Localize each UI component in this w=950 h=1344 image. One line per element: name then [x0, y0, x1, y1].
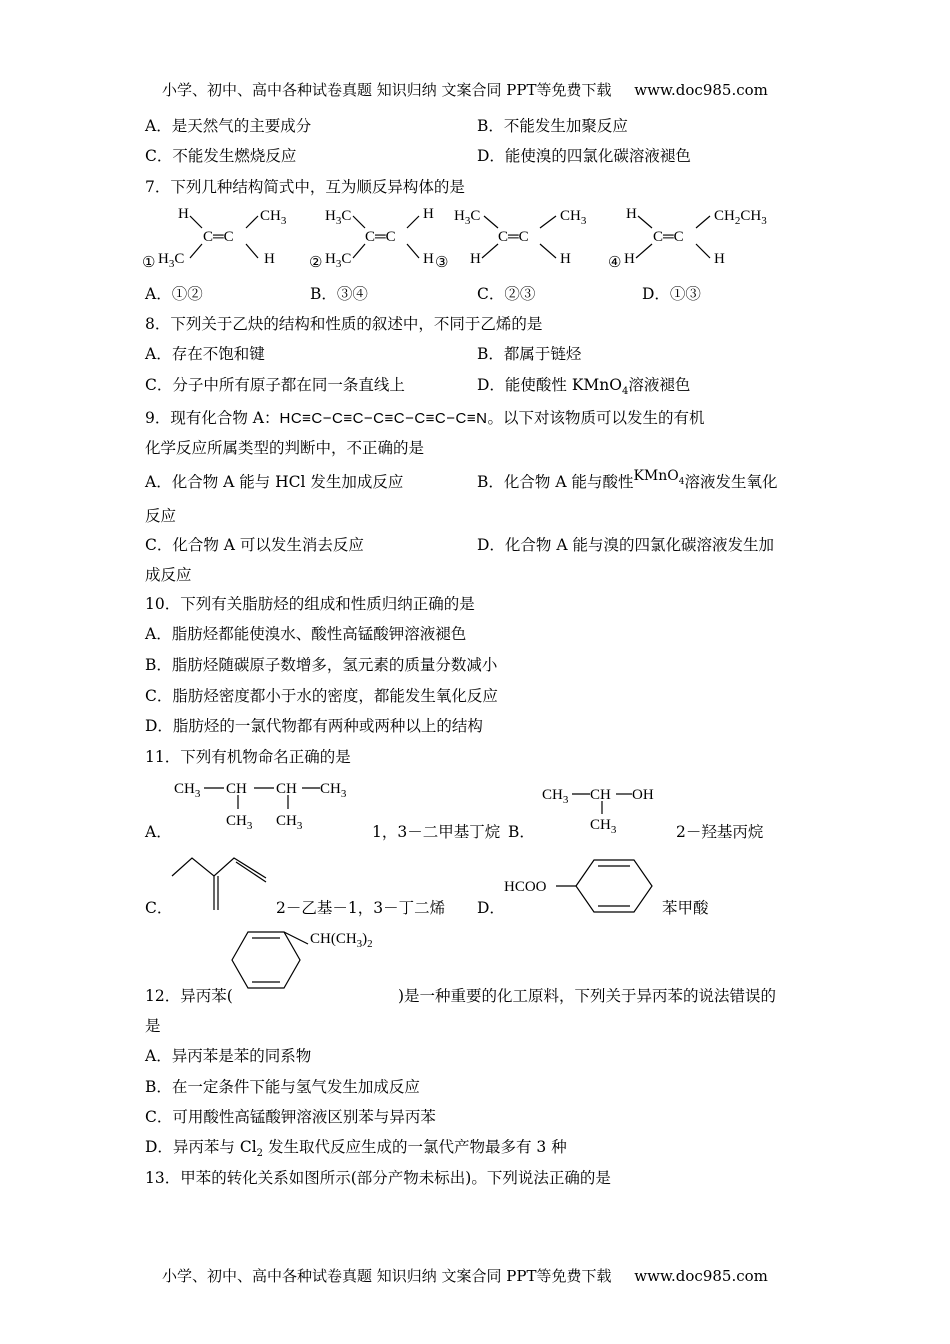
- q9-stem-line1: [145, 408, 704, 429]
- mol2-cc: C═C: [365, 229, 396, 245]
- q11a-ch3-3: CH: [276, 813, 297, 829]
- mol3-cc: C═C: [498, 229, 529, 245]
- q12-stem-post: )是一种重要的化工原料，下列关于异丙苯的说法错误的: [398, 987, 777, 1005]
- q11a-sub-3: 3: [296, 820, 303, 832]
- mol1-bl-tail: C: [174, 251, 185, 267]
- q6-option-a: A．是天然气的主要成分: [145, 117, 312, 135]
- q9-formula: HC≡C−C≡C−C≡C−C≡C−C≡N: [279, 410, 488, 427]
- q11a-sub-4: 3: [340, 788, 347, 800]
- mol1-tr-sub: 3: [280, 215, 287, 227]
- q9-stem-line2: 化学反应所属类型的判断中，不正确的是: [145, 439, 425, 457]
- q8-option-d: [477, 375, 690, 402]
- q12-d-pre: D．异丙苯与 Cl: [145, 1138, 257, 1156]
- q6-option-d: D．能使溴的四氯化碳溶液褪色: [477, 147, 691, 165]
- q8-d-post: 溶液褪色: [628, 376, 691, 394]
- mol2-bl-tail: C: [341, 251, 352, 267]
- q7-molecule-2: [307, 200, 467, 275]
- q11a-ch3-1: CH: [174, 781, 195, 797]
- mol3-tr-sub: 3: [580, 215, 587, 227]
- mol2-num: ②: [309, 255, 323, 271]
- svg-text:CH3: [276, 813, 303, 832]
- q12-option-b: B．在一定条件下能与氢气发生加成反应: [145, 1078, 420, 1096]
- q11-option-a-label: A．: [145, 823, 172, 841]
- mol4-num: ④: [608, 255, 622, 271]
- q12-sub-2: 2: [367, 938, 373, 950]
- q11b-oh: OH: [632, 787, 654, 803]
- mol3-bl: H: [470, 251, 481, 267]
- page-footer: [162, 1265, 768, 1286]
- mol1-num: ①: [142, 255, 156, 271]
- q12-sub-pre: CH(CH: [310, 931, 357, 947]
- q11a-ch3-4: CH: [320, 781, 341, 797]
- q11b-ch3-1: CH: [542, 787, 563, 803]
- mol4-tr-tail: CH: [740, 208, 762, 224]
- svg-text:CH(CH3)2: [310, 931, 373, 950]
- mol2-tl: H: [325, 208, 336, 224]
- svg-text:CH3: [260, 208, 287, 227]
- mol4-tr: CH: [714, 208, 735, 224]
- mol1-tr: CH: [260, 208, 281, 224]
- mol3-tl-tail: C: [470, 208, 481, 224]
- svg-text:H3C: [325, 251, 351, 270]
- q11b-sub-1: 3: [562, 794, 569, 806]
- svg-text:CH3: [542, 787, 569, 806]
- mol3-br: H: [560, 251, 571, 267]
- q11-option-c-name: 2－乙基－1，3－丁二烯: [276, 899, 446, 917]
- header-text: 小学、初中、高中各种试卷真题 知识归纳 文案合同 PPT等免费下载: [162, 81, 612, 99]
- mol2-tr: H: [423, 206, 434, 222]
- mol4-cc: C═C: [653, 229, 684, 245]
- q12-option-c: C．可用酸性高锰酸钾溶液区别苯与异丙苯: [145, 1108, 436, 1126]
- q12-d-sub: 2: [256, 1148, 264, 1160]
- mol2-bl: H: [325, 251, 336, 267]
- mol1-tl: H: [178, 206, 189, 222]
- mol2-tl-sub: 3: [335, 215, 342, 227]
- q11-option-b-name: 2－羟基丙烷: [676, 823, 764, 841]
- mol1-cc: C═C: [203, 229, 234, 245]
- q12-option-d: [145, 1137, 567, 1164]
- mol4-tl: H: [626, 206, 637, 222]
- q12-sub-3: 3: [356, 938, 363, 950]
- q11d-hcoo: HCOO: [504, 879, 547, 895]
- q8-option-c: C．分子中所有原子都在同一条直线上: [145, 376, 405, 394]
- q10-option-b: B．脂肪烃随碳原子数增多，氢元素的质量分数减小: [145, 656, 498, 674]
- q8-option-b: B．都属于链烃: [477, 345, 582, 363]
- mol1-br: H: [264, 251, 275, 267]
- q11a-sub-1: 3: [194, 788, 201, 800]
- mol4-bl: H: [624, 251, 635, 267]
- mol2-br: H: [423, 251, 434, 267]
- q7-option-a: A．①②: [145, 285, 203, 303]
- q8-stem: 8．下列关于乙炔的结构和性质的叙述中，不同于乙烯的是: [145, 315, 543, 333]
- page-header: [162, 79, 768, 100]
- q11-molecule-d: [502, 860, 662, 920]
- q9-option-c: C．化合物 A 可以发生消去反应: [145, 536, 364, 554]
- q11-option-d-name: 苯甲酸: [662, 899, 709, 917]
- q11-option-b-label: B．: [508, 823, 535, 841]
- q11a-sub-2: 3: [246, 820, 253, 832]
- svg-text:CH3: [226, 813, 253, 832]
- q7-molecule-3: [452, 200, 612, 275]
- q11-option-d-label: D．: [477, 899, 505, 917]
- q12-sub-mid: ): [362, 931, 368, 947]
- q11-molecule-c: [170, 848, 280, 918]
- q10-option-c: C．脂肪烃密度都小于水的密度，都能发生氧化反应: [145, 687, 498, 705]
- q9-stem-pre: 9．现有化合物 A：: [145, 409, 280, 427]
- svg-text:CH3: [320, 781, 347, 800]
- svg-text:H3C: [158, 251, 184, 270]
- mol2-bl-sub: 3: [335, 258, 342, 270]
- q8-d-pre: D．能使酸性 KMnO: [477, 376, 622, 394]
- q10-option-d: D．脂肪烃的一氯代物都有两种或两种以上的结构: [145, 717, 483, 735]
- q11-option-a-name: 1，3－二甲基丁烷: [372, 823, 501, 841]
- q7-option-d: D．①③: [642, 285, 701, 303]
- svg-text:CH3: [560, 208, 587, 227]
- q11b-sub-2: 3: [610, 824, 617, 836]
- q11a-ch-1: CH: [226, 781, 247, 797]
- q11b-ch: CH: [590, 787, 611, 803]
- svg-text:CH2CH3: [714, 208, 767, 227]
- mol1-bl: H: [158, 251, 169, 267]
- q9-b-sub: 4: [678, 477, 685, 488]
- q9-option-b-cont: 反应: [145, 507, 177, 525]
- q7-stem: 7．下列几种结构简式中，互为顺反异构体的是: [145, 178, 465, 196]
- q9-stem-post: 。以下对该物质可以发生的有机: [487, 409, 705, 427]
- q12-d-post: 发生取代反应生成的一氯代产物最多有 3 种: [263, 1138, 567, 1156]
- footer-text: 小学、初中、高中各种试卷真题 知识归纳 文案合同 PPT等免费下载: [162, 1267, 612, 1285]
- q6-option-b: B．不能发生加聚反应: [477, 117, 628, 135]
- q11b-ch3-2: CH: [590, 817, 611, 833]
- q9-b-pre: B．化合物 A 能与酸性: [477, 473, 634, 491]
- q12-stem-line2: 是: [145, 1017, 161, 1035]
- q11-option-c-label: C．: [145, 899, 173, 917]
- q9-option-d-cont: 成反应: [145, 566, 192, 584]
- mol3-tl-sub: 3: [464, 215, 471, 227]
- q6-option-c: C．不能发生燃烧反应: [145, 147, 297, 165]
- header-url: www.doc985.com: [634, 81, 768, 99]
- q9-option-d: D．化合物 A 能与溴的四氯化碳溶液发生加: [477, 536, 774, 554]
- q9-b-kmno: KMnO: [633, 468, 679, 484]
- q9-option-b: [477, 468, 778, 499]
- q7-molecule-4: [606, 200, 796, 275]
- q11-molecule-b: [540, 782, 680, 837]
- q8-d-sub: 4: [622, 386, 629, 398]
- q12-option-a: A．异丙苯是苯的同系物: [145, 1047, 312, 1065]
- q9-b-post: 溶液发生氧化: [684, 473, 778, 491]
- q8-option-a: A．存在不饱和键: [145, 345, 265, 363]
- q11a-ch3-2: CH: [226, 813, 247, 829]
- q10-option-a: A．脂肪烃都能使溴水、酸性高锰酸钾溶液褪色: [145, 625, 467, 643]
- q13-stem: 13．甲苯的转化关系如图所示(部分产物未标出)。下列说法正确的是: [145, 1169, 611, 1187]
- q11a-ch-2: CH: [276, 781, 297, 797]
- svg-text:CH3: [174, 781, 201, 800]
- mol3-tl: H: [454, 208, 465, 224]
- mol1-bl-sub: 3: [168, 258, 175, 270]
- mol2-tl-tail: C: [341, 208, 352, 224]
- q12-isopropylbenzene: [228, 926, 398, 1001]
- svg-text:CH3: [590, 817, 617, 836]
- q10-stem: 10．下列有关脂肪烃的组成和性质归纳正确的是: [145, 595, 475, 613]
- footer-url: www.doc985.com: [634, 1267, 768, 1285]
- q9-option-a: A．化合物 A 能与 HCl 发生加成反应: [145, 473, 404, 491]
- svg-text:H3C: [454, 208, 480, 227]
- svg-text:H3C: [325, 208, 351, 227]
- q7-molecule-1: [140, 200, 300, 275]
- q7-option-b: B．③④: [310, 285, 368, 303]
- q12-stem-pre: 12．异丙苯(: [145, 987, 233, 1005]
- mol4-tr-sub2: 3: [761, 215, 767, 227]
- q11-molecule-a: [172, 775, 372, 835]
- q11-stem: 11．下列有机物命名正确的是: [145, 748, 351, 766]
- mol4-br: H: [714, 251, 725, 267]
- q7-option-c: C．②③: [477, 285, 536, 303]
- mol3-tr: CH: [560, 208, 581, 224]
- mol2-num-after: ③: [435, 255, 449, 271]
- mol4-tr-sub: 2: [734, 215, 741, 227]
